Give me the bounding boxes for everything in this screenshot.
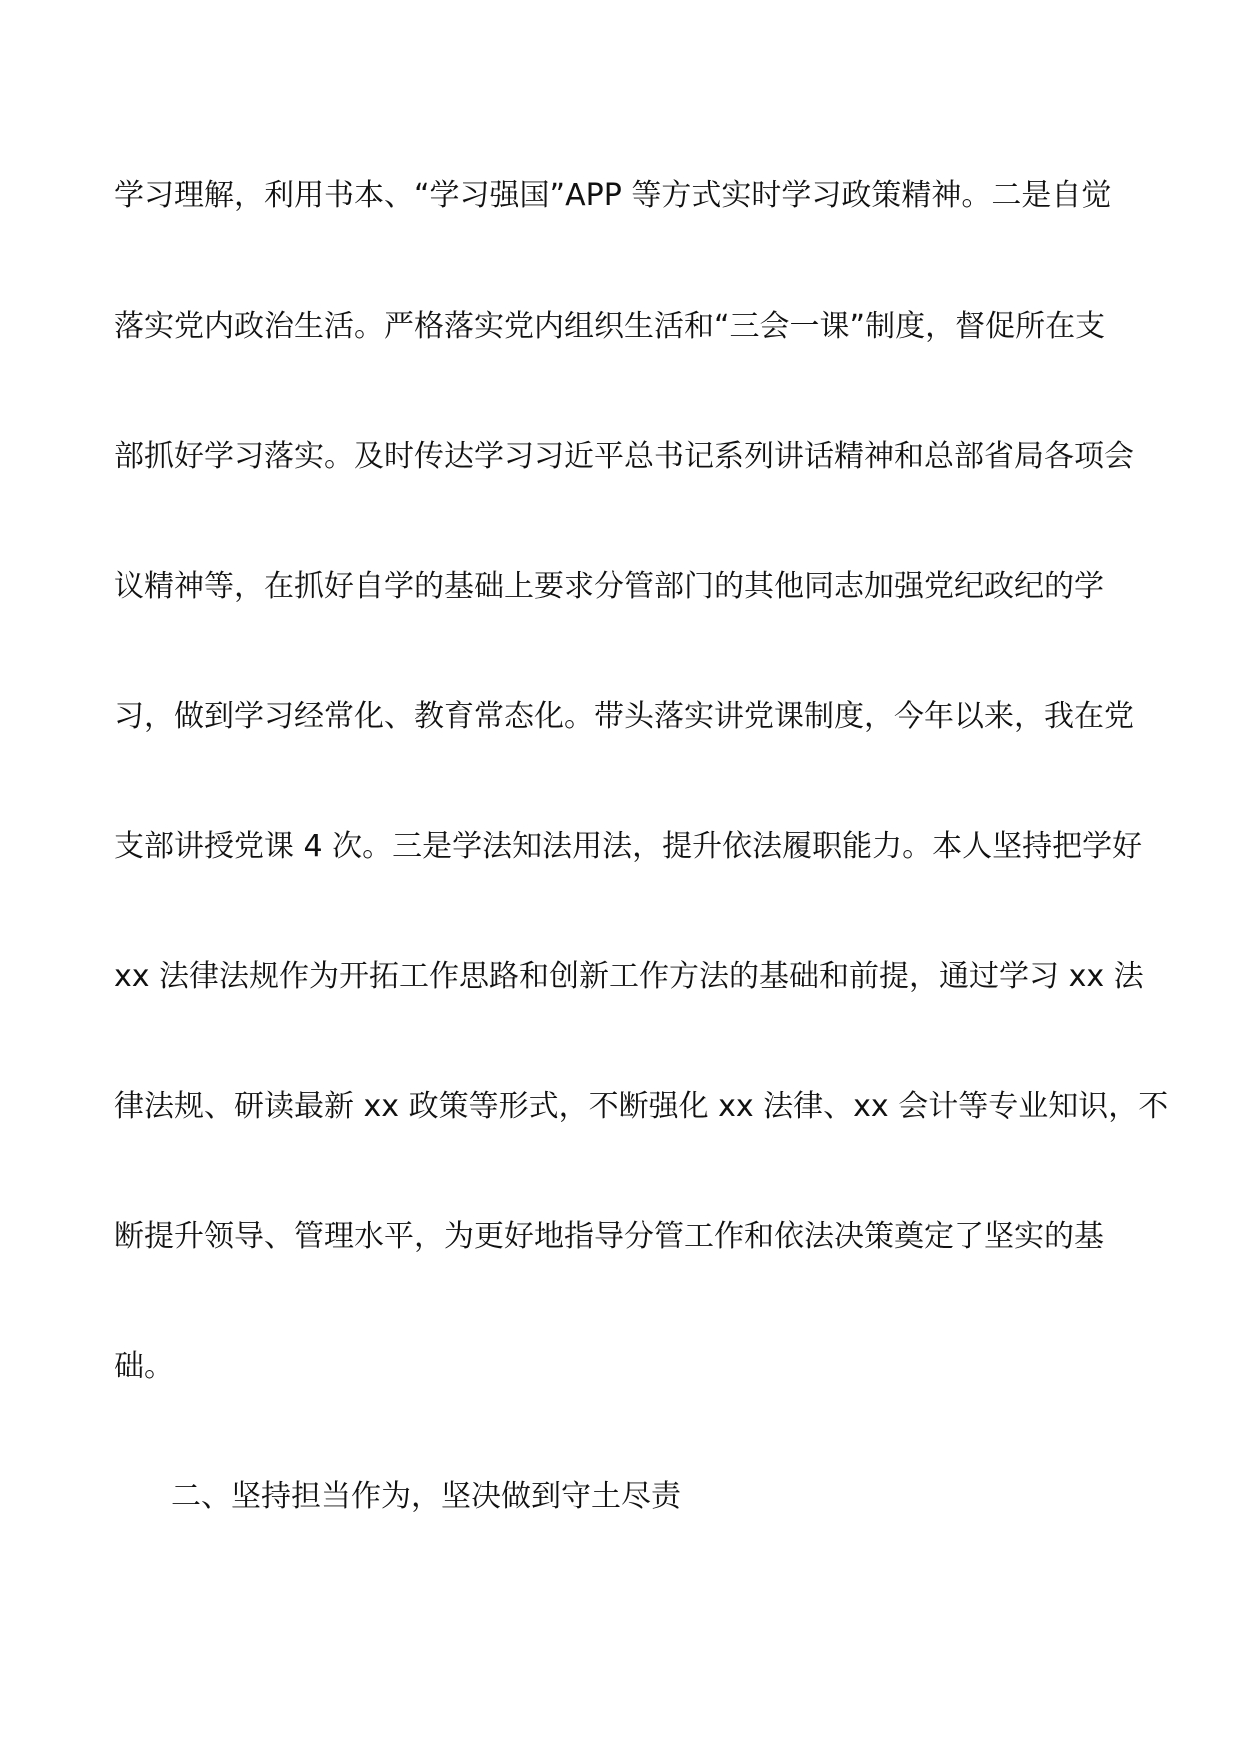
paragraph-line-3: 部抓好学习落实。及时传达学习习近平总书记系列讲话精神和总部省局各项会 — [114, 439, 1134, 474]
paragraph-line-6: 支部讲授党课 4 次。三是学法知法用法，提升依法履职能力。本人坚持把学好 — [114, 829, 1143, 864]
paragraph-line-5: 习，做到学习经常化、教育常态化。带头落实讲党课制度，今年以来，我在党 — [114, 699, 1134, 734]
paragraph-line-1: 学习理解，利用书本、“学习强国”APP 等方式实时学习政策精神。二是自觉 — [114, 178, 1112, 213]
paragraph-line-2: 落实党内政治生活。严格落实党内组织生活和“三会一课”制度，督促所在支 — [114, 309, 1106, 344]
paragraph-line-9: 断提升领导、管理水平，为更好地指导分管工作和依法决策奠定了坚实的基 — [114, 1219, 1104, 1254]
section-heading: 二、坚持担当作为，坚决做到守土尽责 — [171, 1479, 681, 1514]
paragraph-line-4: 议精神等，在抓好自学的基础上要求分管部门的其他同志加强党纪政纪的学 — [114, 569, 1104, 604]
paragraph-line-7: xx 法律法规作为开拓工作思路和创新工作方法的基础和前提，通过学习 xx 法 — [114, 959, 1144, 994]
paragraph-line-10: 础。 — [114, 1349, 174, 1384]
paragraph-line-8: 律法规、研读最新 xx 政策等形式，不断强化 xx 法律、xx 会计等专业知识，不 — [114, 1089, 1169, 1124]
